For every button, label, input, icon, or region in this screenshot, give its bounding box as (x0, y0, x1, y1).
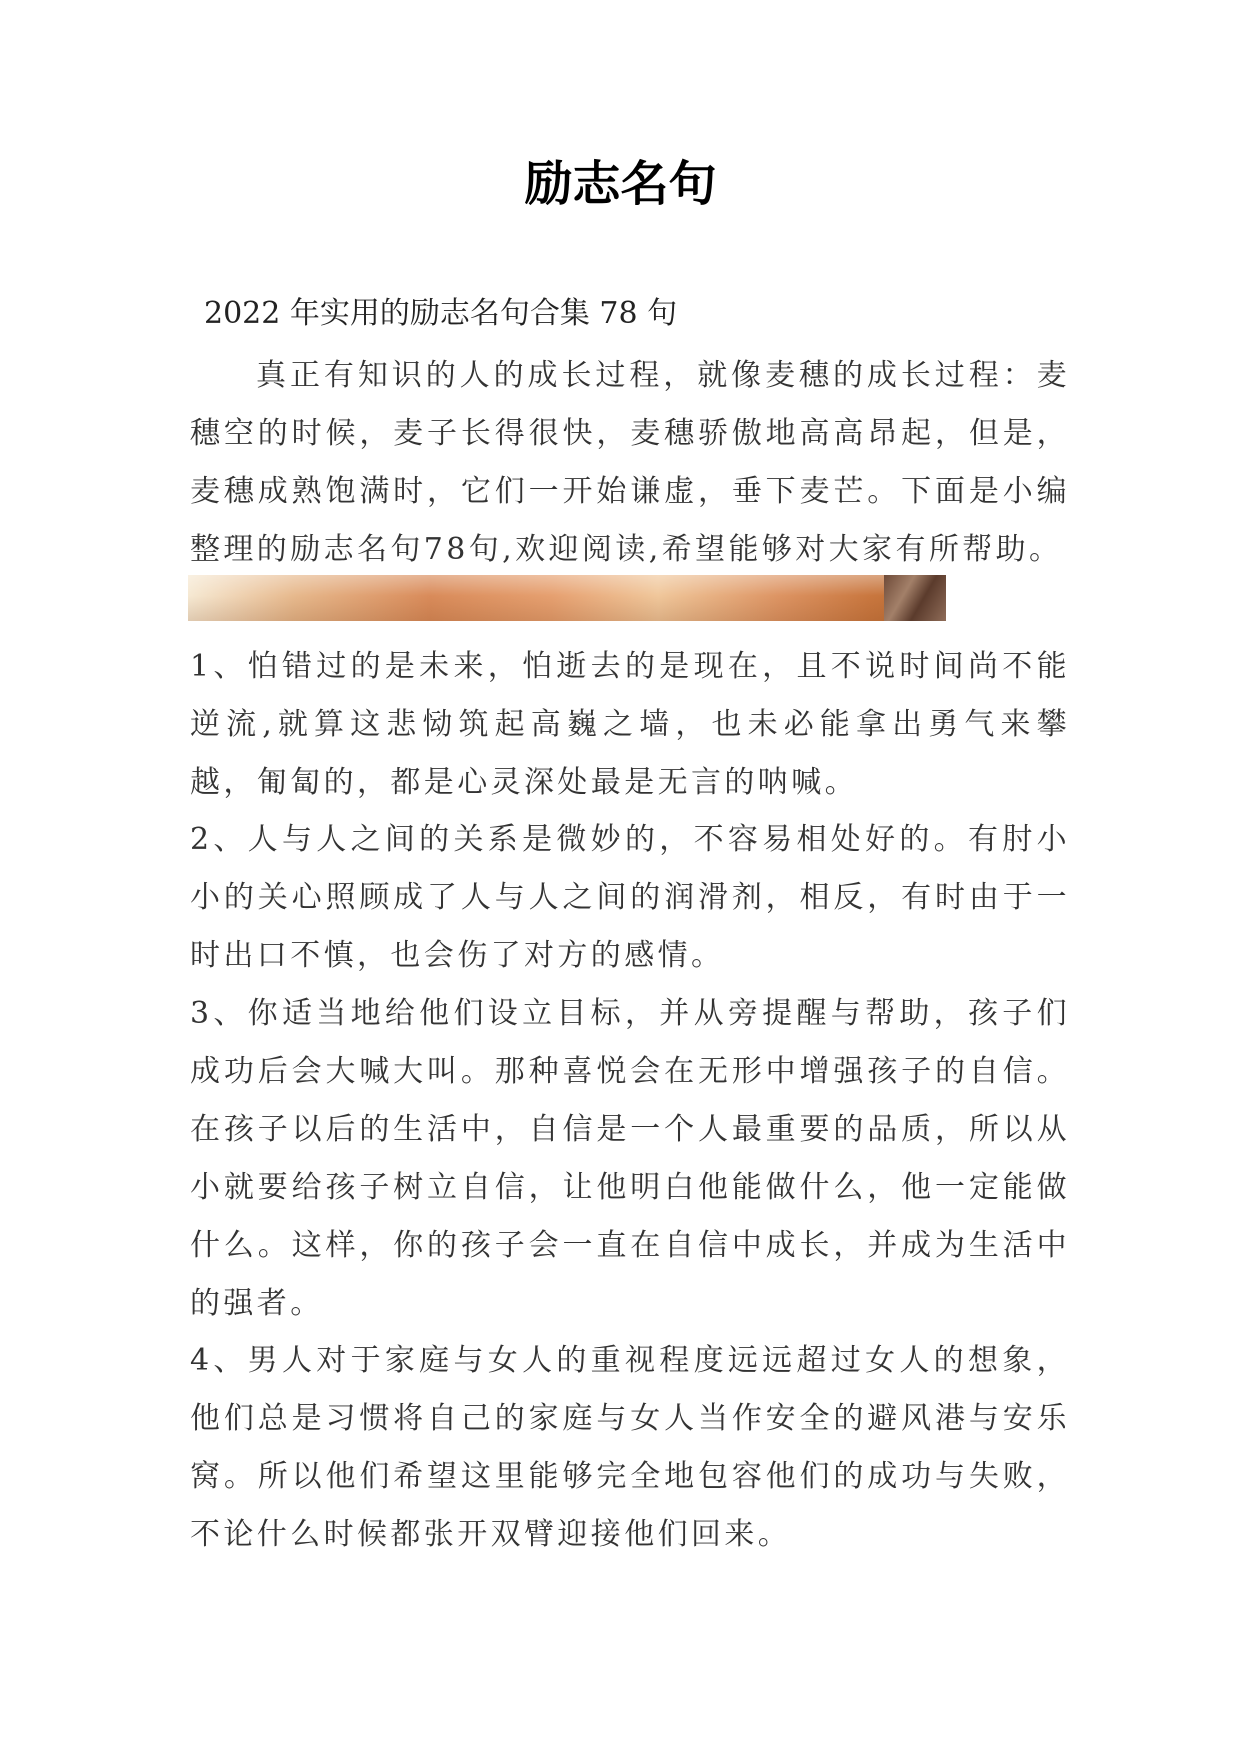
banner-figure-image (884, 575, 946, 621)
quote-paragraph: 1、怕错过的是未来，怕逝去的是现在，且不说时间尚不能逆流,就算这悲恸筑起高巍之墙，也未必能拿出勇气来攀越，匍匐的，都是心灵深处最是无言的呐喊。 (190, 649, 1070, 800)
quote-paragraph: 3、你适当地给他们设立目标，并从旁提醒与帮助，孩子们成功后会大喊大叫。那种喜悦会在无形中增强孩子的自信。在孩子以后的生活中，自信是一个人最重要的品质，所以从小就要给孩子树立自信，让他明白他能做什么，他一定能做什么。这样，你的孩子会一直在自信中成长，并成为生活中的强者。 (190, 996, 1070, 1321)
document-subtitle: 2022 年实用的励志名句合集 78 句 (204, 296, 678, 331)
decorative-banner-image (188, 575, 946, 621)
page-title: 励志名句 (524, 156, 717, 212)
quote-paragraph: 2、人与人之间的关系是微妙的，不容易相处好的。有肘小小的关心照顾成了人与人之间的润滑剂，相反，有时由于一时出口不慎，也会伤了对方的感情。 (190, 822, 1070, 973)
quote-paragraph: 4、男人对于家庭与女人的重视程度远远超过女人的想象，他们总是习惯将自己的家庭与女人当作安全的避风港与安乐窝。所以他们希望这里能够完全地包容他们的成功与失败，不论什么时候都张开双臂迎接他们回来。 (190, 1343, 1070, 1552)
intro-paragraph: 真正有知识的人的成长过程，就像麦穗的成长过程：麦穗空的时候，麦子长得很快，麦穗骄傲地高高昂起，但是，麦穗成熟饱满时，它们一开始谦虚，垂下麦芒。下面是小编整理的励志名句78句,欢迎阅读,希望能够对大家有所帮助。 (190, 358, 1070, 567)
